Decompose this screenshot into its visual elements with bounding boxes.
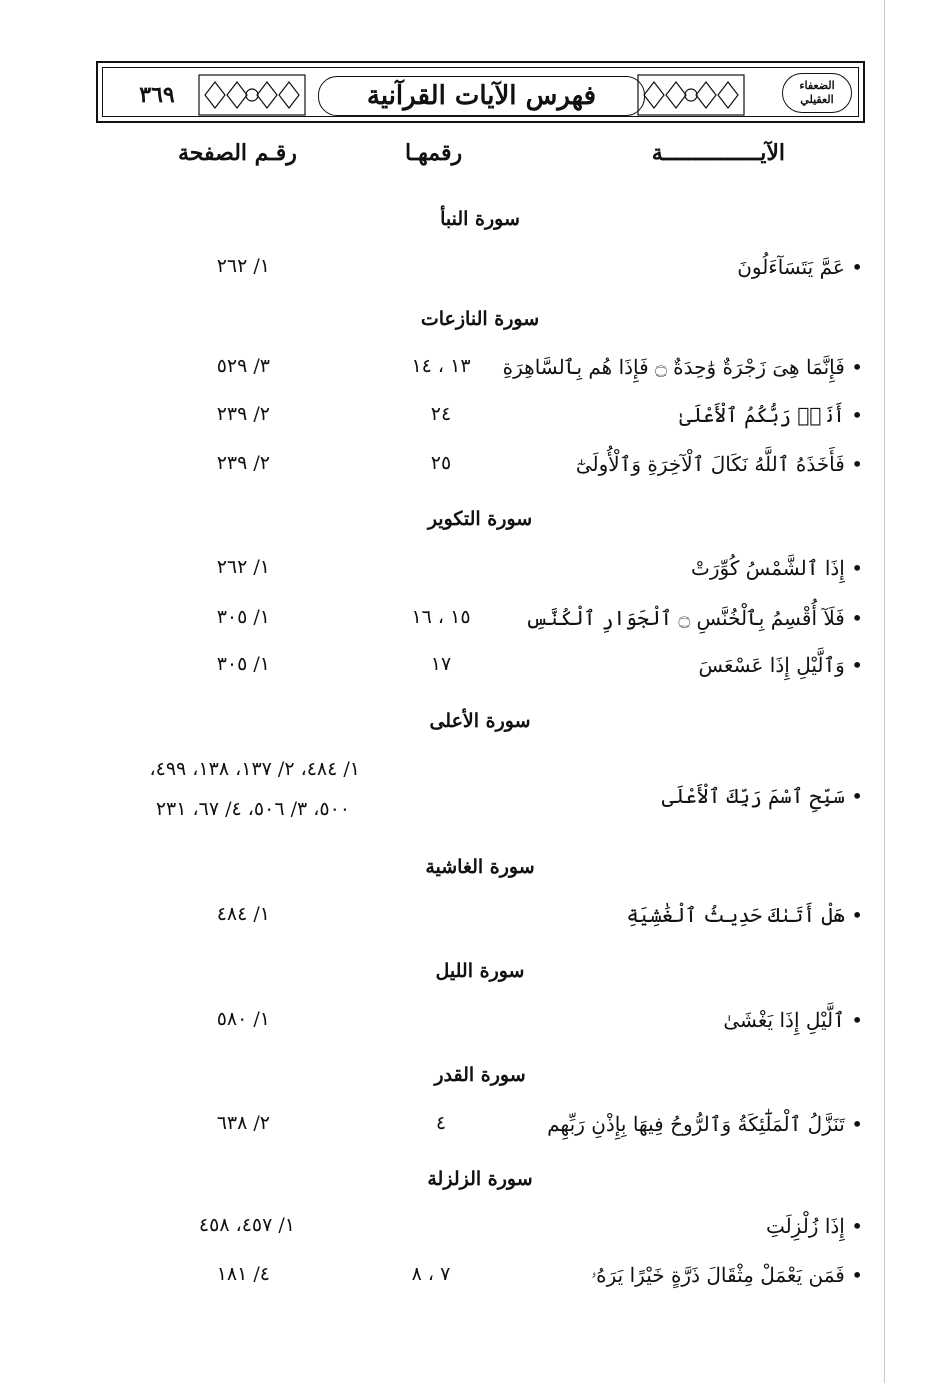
page-reference: ١/ ٣٠٥: [216, 606, 270, 628]
verse-text: • وَٱلَّيْلِ إِذَا عَسْعَسَ: [698, 653, 863, 677]
page-reference: ٤/ ١٨١: [216, 1263, 270, 1285]
page-edge-line: [884, 0, 885, 1383]
index-row: [0, 355, 941, 387]
page-reference: ٣/ ٥٢٩: [216, 355, 270, 377]
surah-heading: سورة الزلزلة: [427, 1168, 533, 1190]
page-reference: ١/ ٥٨٠: [216, 1008, 270, 1030]
index-row: [0, 653, 941, 685]
surah-heading: سورة الليل: [435, 960, 525, 982]
index-row: [0, 1112, 941, 1144]
column-header-verse: الآيـــــــــــــــة: [651, 140, 785, 166]
page-reference: ٢/ ٦٣٨: [216, 1112, 270, 1134]
page-reference: ١/ ٤٥٧، ٤٥٨: [198, 1214, 295, 1236]
verse-number: ٢٥: [430, 452, 452, 474]
page-reference: ٢/ ٢٣٩: [216, 452, 270, 474]
surah-heading: سورة الغاشية: [425, 856, 535, 878]
verse-text: • فَمَن يَعْمَلْ مِثْقَالَ ذَرَّةٍ خَيْرًا يَرَهُۥ: [591, 1263, 863, 1287]
page-reference: ١/ ٣٠٥: [216, 653, 270, 675]
verse-number: ١٥ ، ١٦: [411, 606, 471, 628]
verse-text: • إِذَا زُلْزِلَتِ: [765, 1214, 863, 1238]
verse-text: • سَبِّحِ ٱسْمَ رَبِّكَ ٱلْأَعْلَى: [661, 784, 863, 808]
index-row: [0, 1214, 941, 1246]
verse-number: ٢٤: [430, 403, 452, 425]
verse-text: • فَلَآ أُقْسِمُ بِٱلْخُنَّسِ ۝ ٱلْجَوَارِ ٱلْكُنَّسِ: [525, 606, 863, 630]
ornament-left-icon: [197, 72, 307, 118]
page-reference: ١/ ٤٨٤، ٢/ ١٣٧، ١٣٨، ٤٩٩،: [149, 758, 360, 780]
index-row: [0, 556, 941, 588]
column-header-page: رقـم الصفحة: [178, 140, 297, 166]
verse-number: ١٧: [430, 653, 452, 675]
surah-heading: سورة القدر: [434, 1064, 526, 1086]
verse-text: • هَلْ أَتَىٰكَ حَدِيثُ ٱلْغَٰشِيَةِ: [626, 903, 863, 927]
surah-heading: سورة التكوير: [427, 508, 533, 530]
page-number: ٣٦٩: [139, 82, 175, 108]
index-row: [0, 1008, 941, 1040]
index-row: [0, 606, 941, 638]
verse-text: • إِذَا ٱلشَّمْسُ كُوِّرَتْ: [691, 556, 863, 580]
page-header: [96, 61, 865, 123]
header-title: فهرس الآيات القرآنية: [318, 76, 645, 116]
page-reference: ١/ ٢٦٢: [216, 556, 270, 578]
verse-number: ١٣ ، ١٤: [411, 355, 471, 377]
book-logo: الضعفاء العقيلي: [782, 73, 852, 113]
index-row: [0, 452, 941, 484]
index-row: [0, 255, 941, 287]
verse-text: • ٱلَّيْلِ إِذَا يَغْشَىٰ: [723, 1008, 863, 1032]
verse-text: • فَإِنَّمَا هِىَ زَجْرَةٌ وَٰحِدَةٌ ۝ فَإِذَا هُم بِٱلسَّاهِرَةِ: [502, 355, 863, 379]
ornament-right-icon: [636, 72, 746, 118]
verse-number: ٤: [435, 1112, 447, 1134]
page-reference: ١/ ٤٨٤: [216, 903, 270, 925]
surah-heading: سورة النبأ: [440, 208, 520, 230]
verse-text: • أَنَا۠ رَبُّكُمُ ٱلْأَعْلَىٰ: [679, 403, 863, 427]
index-row: [0, 1263, 941, 1295]
surah-heading: سورة الأعلى: [429, 710, 531, 732]
column-header-number: رقمهـا: [405, 140, 463, 166]
surah-heading: سورة النازعات: [420, 308, 540, 330]
verse-text: • فَأَخَذَهُ ٱللَّهُ نَكَالَ ٱلْآخِرَةِ وَٱلْأُولَىٰٓ: [575, 452, 863, 476]
verse-text: • عَمَّ يَتَسَآءَلُونَ: [737, 255, 863, 279]
index-row: [0, 903, 941, 935]
verse-text: • تَنَزَّلُ ٱلْمَلَٰٓئِكَةُ وَٱلرُّوحُ فِيهَا بِإِذْنِ رَبِّهِم: [547, 1112, 863, 1136]
page-reference: ١/ ٢٦٢: [216, 255, 270, 277]
index-row: [0, 403, 941, 435]
page-reference-continued: ٥٠٠، ٣/ ٥٠٦، ٤/ ٦٧، ٢٣١: [155, 798, 350, 820]
verse-number: ٧ ، ٨: [411, 1263, 451, 1285]
header-inner-frame: [102, 67, 859, 117]
page-reference: ٢/ ٢٣٩: [216, 403, 270, 425]
